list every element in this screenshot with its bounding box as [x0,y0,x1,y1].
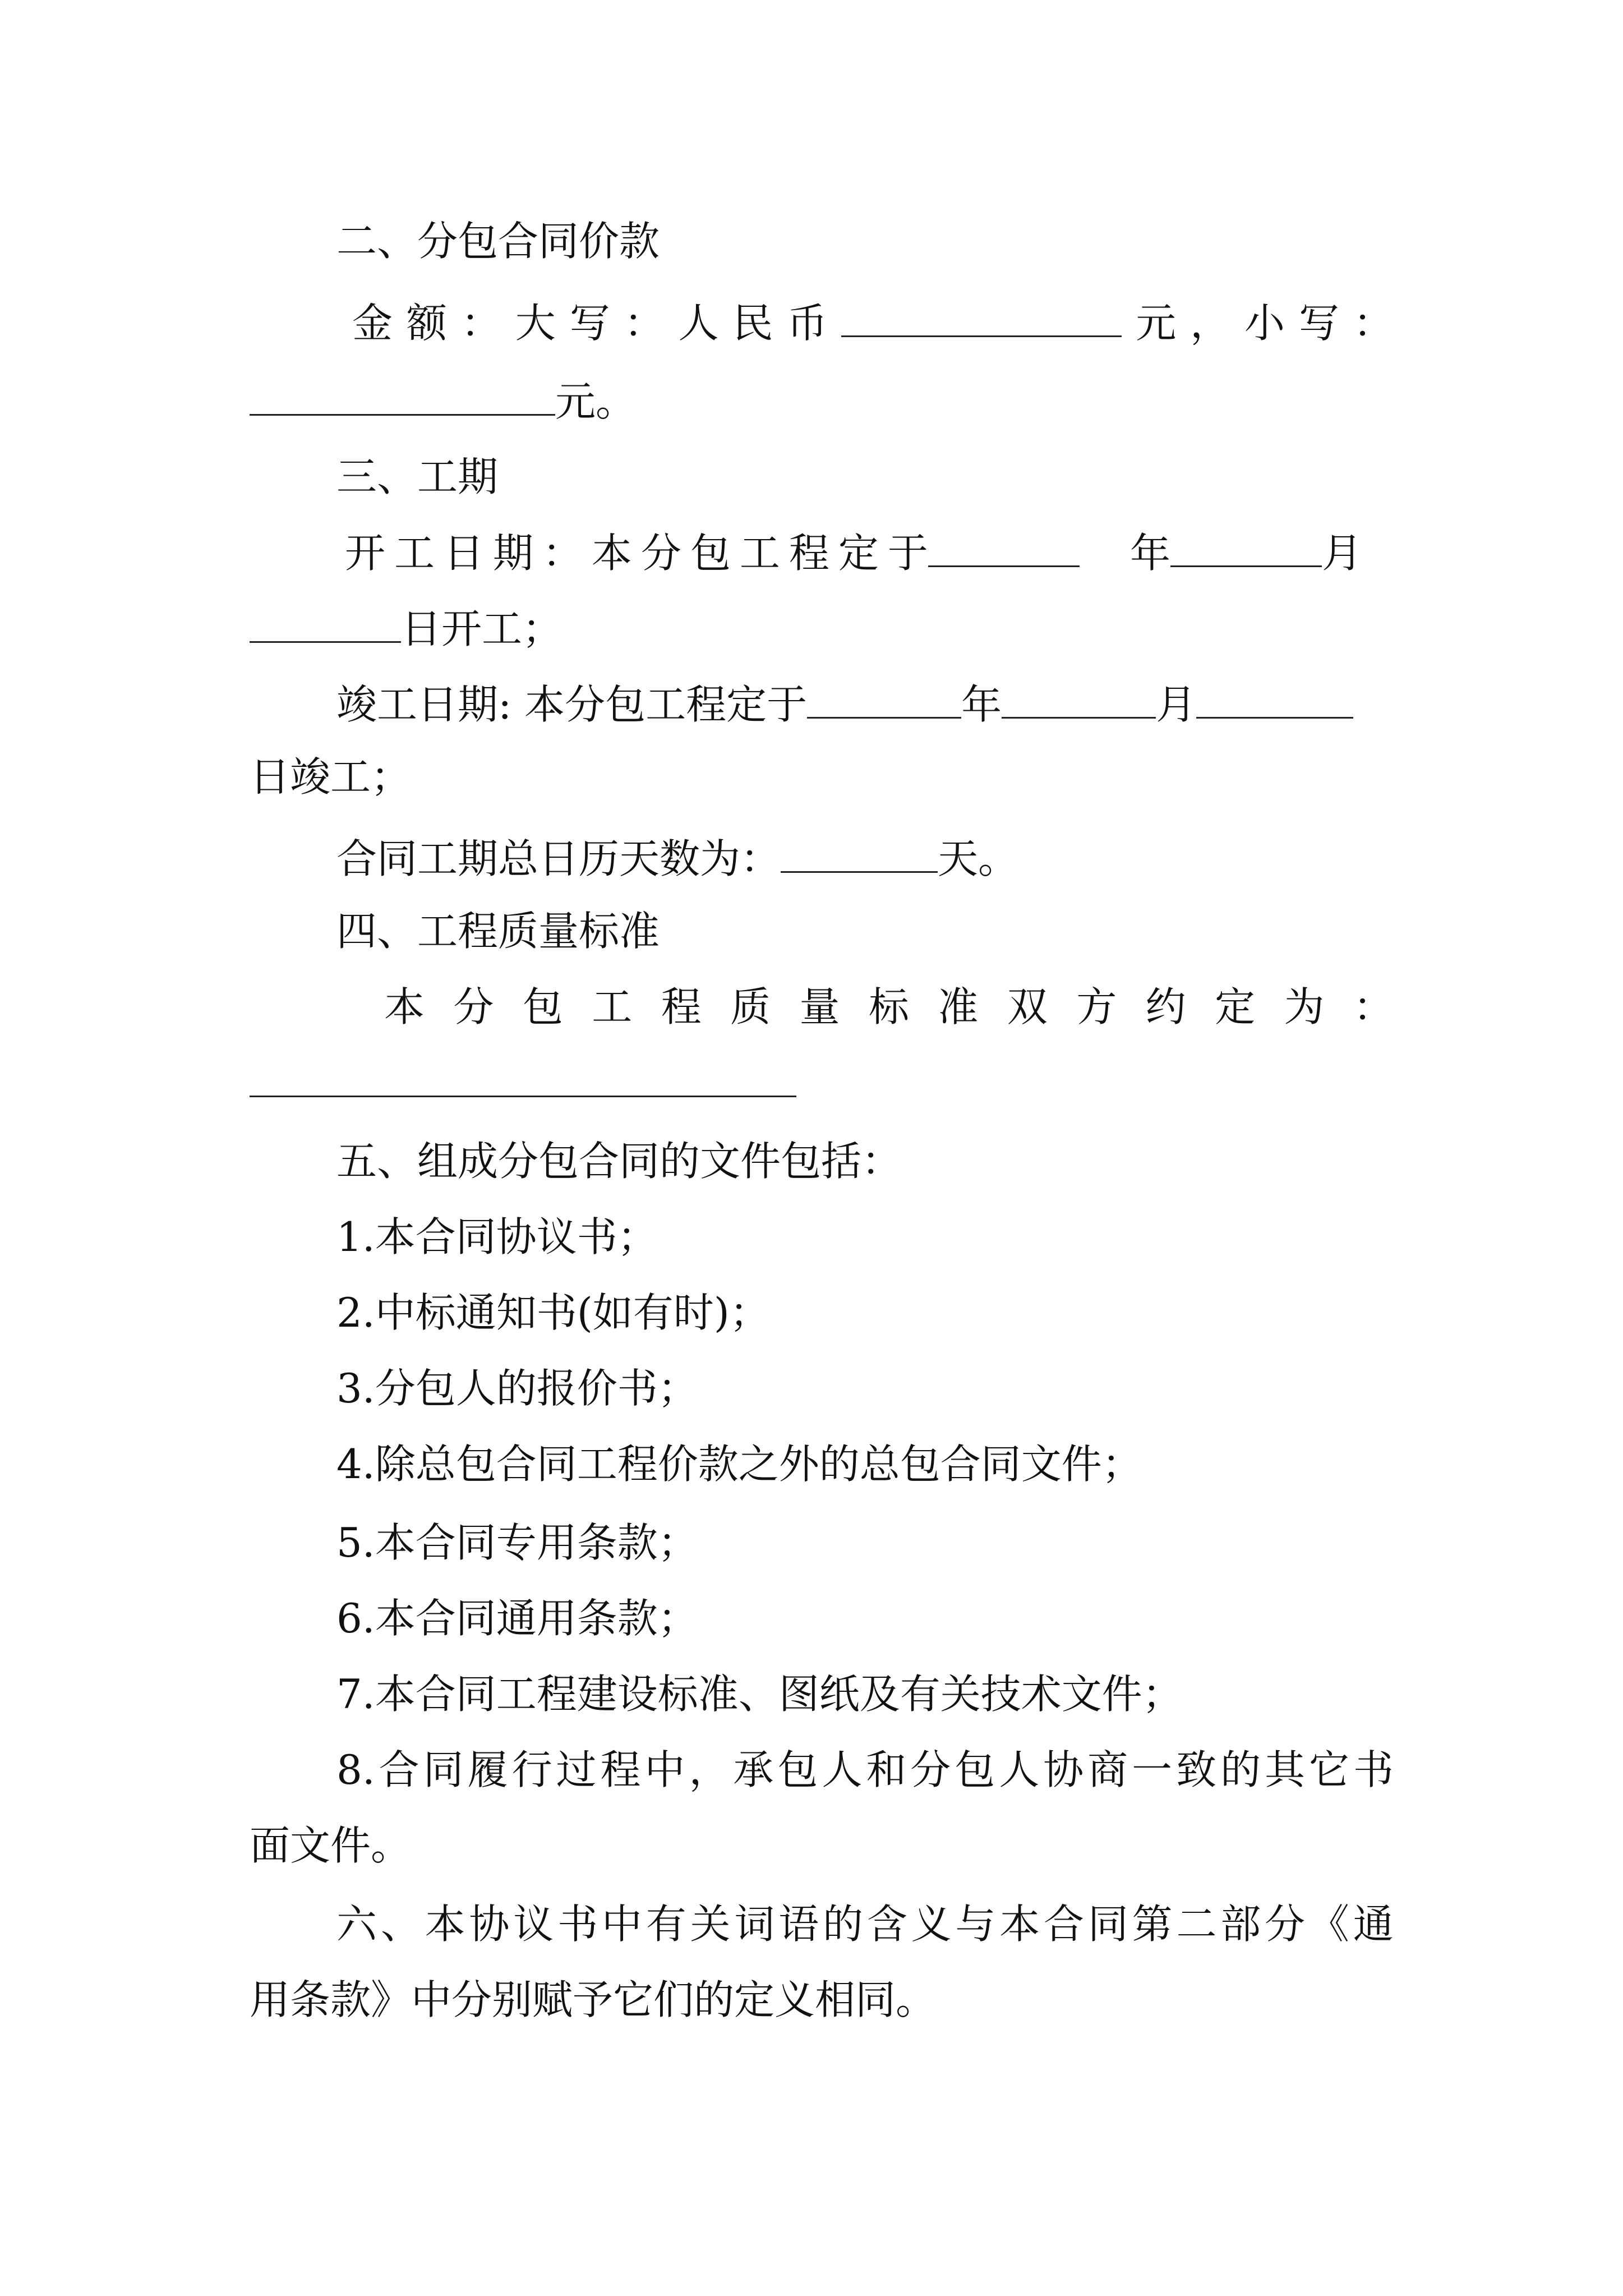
start-month-blank[interactable] [1170,522,1322,567]
amount-char: 金 [352,300,393,347]
section-6-line-2: 用条款》中分别赋予它们的定义相同。 [250,1976,937,2023]
duration-line [336,827,1394,884]
start-month-label: 月 [1322,530,1363,577]
start-date-label: 开 工 日 期 ： 本 分 包 工 程 定 于 [345,530,928,577]
list-item: 6.本合同通用条款； [336,1595,698,1642]
quality-line: 本 分 包 工 程 质 量 标 准 双 方 约 定 为 ： [384,983,1394,1030]
completion-year-blank[interactable] [807,673,961,719]
list-item: 7.本合同工程建设标准、图纸及有关技术文件； [336,1671,1183,1718]
amount-char: ， [1190,300,1231,347]
amount-char: 写 [1298,300,1339,347]
completion-date-label: 竣工日期: 本分包工程定于 [336,681,808,728]
list-item: 1.本合同协议书； [336,1213,658,1260]
list-item: 3.分包人的报价书； [336,1365,698,1412]
amount-line-2 [250,370,1394,426]
completion-month-label: 月 [1156,681,1197,728]
duration-days-blank[interactable] [781,827,938,873]
list-item: 4.除总包合同工程价款之外的总包合同文件； [336,1441,1142,1488]
start-year-label: 年 [1130,530,1171,577]
completion-day-blank[interactable] [1196,673,1353,719]
section-2-heading: 二、分包合同价款 [336,218,660,265]
duration-suffix: 天。 [938,835,1019,882]
amount-char: ： [624,300,665,347]
completion-date-line [336,673,1394,729]
amount-figures-blank[interactable] [250,370,555,416]
start-year-blank[interactable] [928,522,1080,567]
amount-line [352,292,1394,348]
start-day-label: 日开工； [401,605,563,652]
completion-year-label: 年 [961,681,1002,728]
amount-char: ： [460,300,501,347]
list-item: 5.本合同专用条款； [336,1519,698,1566]
amount-char: 大 [515,300,556,347]
amount-char: 币 [787,300,828,347]
list-item-8: 8 . 合 同 履 行 过 程 中 ， 承 包 人 和 分 包 人 协 商 一 致 的 其 它 书 [336,1746,1394,1793]
section-4-heading: 四、工程质量标准 [336,908,660,955]
completion-month-blank[interactable] [1002,673,1156,719]
amount-char: 小 [1244,300,1285,347]
amount-char: 写 [569,300,610,347]
completion-date-line-2: 日竣工； [250,753,412,800]
amount-char: 元 [1136,300,1177,347]
quality-standard-blank[interactable] [250,1096,796,1097]
amount-char: 民 [732,300,773,347]
amount-words-blank[interactable] [841,292,1122,337]
amount-char: 额 [406,300,447,347]
section-5-heading: 五、组成分包合同的文件包括： [336,1138,902,1185]
start-date-line-2 [250,597,1394,654]
amount-char: ： [1353,300,1394,347]
duration-label: 合同工期总日历天数为： [336,835,781,882]
list-item: 2.中标通知书(如有时)； [336,1289,770,1336]
amount-char: 人 [678,300,719,347]
amount-suffix: 元。 [555,378,637,425]
list-item-8-line-2: 面文件。 [250,1822,412,1869]
section-3-heading: 三、工期 [336,453,499,500]
start-date-line [345,522,1394,578]
start-day-blank[interactable] [250,597,401,643]
section-6-line-1: 六 、 本 协 议 书 中 有 关 词 语 的 含 义 与 本 合 同 第 二 部 分 《 通 [336,1901,1394,1948]
